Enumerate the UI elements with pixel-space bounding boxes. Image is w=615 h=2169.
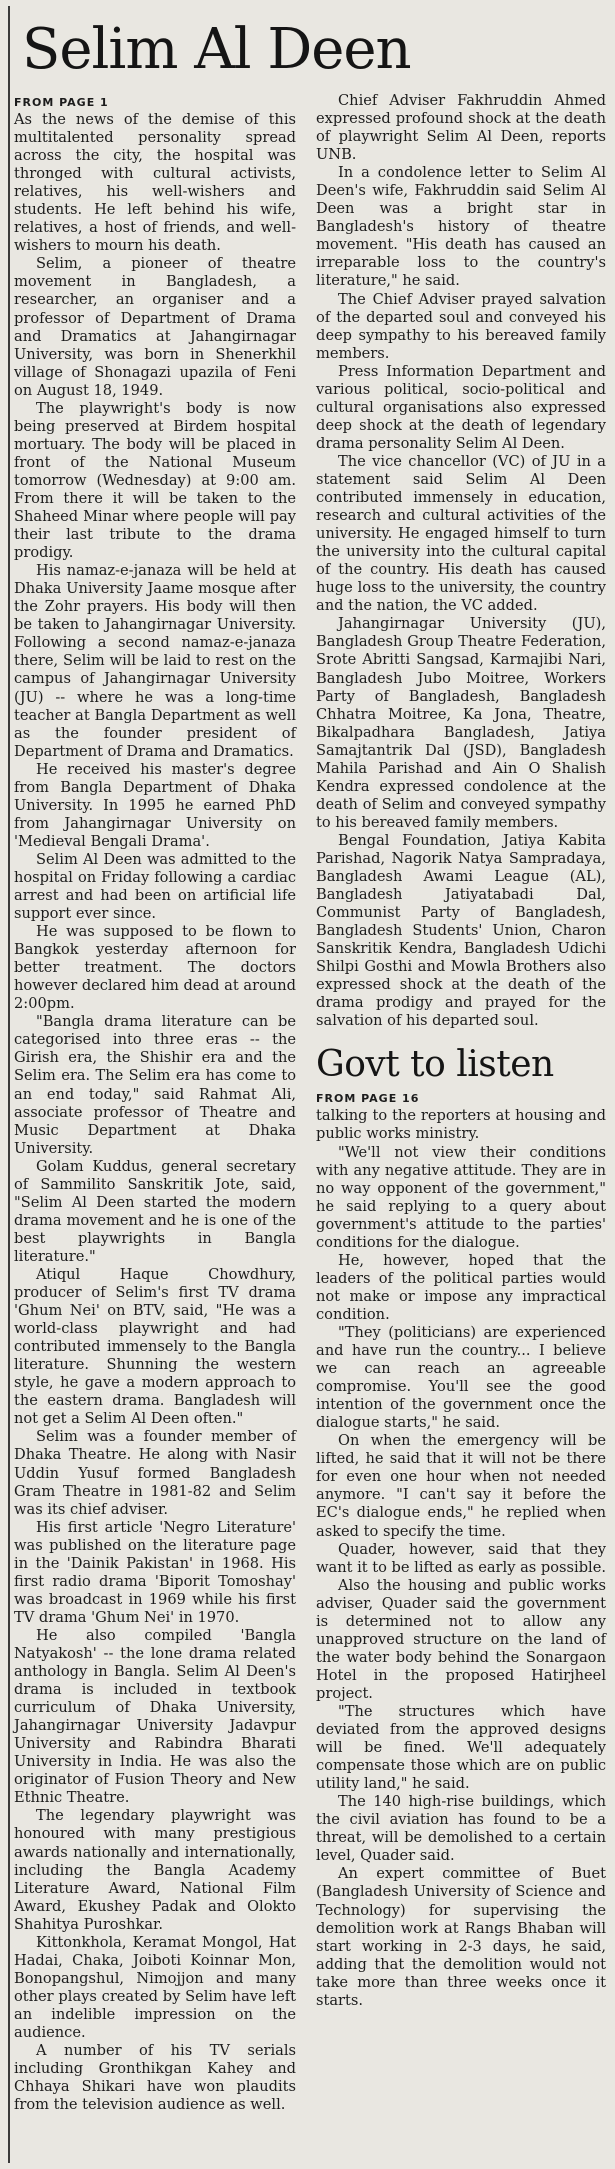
article-paragraph: The 140 high-rise buildings, which the civil aviation has found to be a threat, will be demolished to a certain level, Quader said. [316,1793,606,1865]
article-paragraph: Bengal Foundation, Jatiya Kabita Parishad, Nagorik Natya Sampradaya, Bangladesh Awami League (AL), Bangladesh Jatiyatabadi Dal, Communist Party of Bangladesh, Bangladesh Students' Union, Charon Sanskritik Kendra, Bangladesh Udichi Shilpi Gosthi and Mowla Brothers also expressed shock at the death of the drama prodigy and prayed for the salvation of his departed soul. [316,831,606,1030]
article-paragraph: Jahangirnagar University (JU), Bangladesh Group Theatre Federation, Srote Abritti Sangsad, Karmajibi Nari, Bangladesh Jubo Moitree, Workers Party of Bangladesh, Bangladesh Chhatra Moitree, Ka Jona, Theatre, Bikalpadhara Bangladesh, Jatiya Samajtantrik Dal (JSD), Bangladesh Mahila Parishad and Ain O Shalish Kendra expressed condolence at the death of Selim and conveyed sympathy to his bereaved family members. [316,615,606,831]
article-paragraph: talking to the reporters at housing and public works ministry. [316,1107,606,1143]
headline: Selim Al Deen [22,17,411,82]
article-paragraph: His namaz-e-janaza will be held at Dhaka University Jaame mosque after the Zohr prayers. His body will then be taken to Jahangirnagar University. Following a second namaz-e-janaza there, Selim will be laid to rest on the campus of Jahangirnagar University (JU) -- where he was a long-time teacher at Bangla Department as well as the founder president of Department of Drama and Dramatics. [14,562,296,760]
article-paragraph: "They (politicians) are experienced and have run the country... I believe we can reach an agreeable compromise. You'll see the good intention of the government once the dialogue starts," he said. [316,1324,606,1432]
article-paragraph: Press Information Department and various political, socio-political and cultural organisations also expressed deep shock at the death of legendary drama personality Selim Al Deen. [316,362,606,452]
article-paragraph: As the news of the demise of this multitalented personality spread across the city, the hospital was thronged with cultural activists, relatives, his well-wishers and students. He left behind his wife, relatives, a host of friends, and well-wishers to mourn his death. [14,111,296,255]
article-paragraph: The Chief Adviser prayed salvation of the departed soul and conveyed his deep sympathy to his bereaved family members. [316,290,606,362]
article-paragraph: His first article 'Negro Literature' was published on the literature page in the 'Dainik Pakistan' in 1968. His first radio drama 'Biporit Tomoshay' was broadcast in 1969 while his first TV drama 'Ghum Nei' in 1970. [14,1518,296,1626]
right-column [316,92,606,2010]
article-paragraph: Also the housing and public works adviser, Quader said the government is determined not to allow any unapproved structure on the land of the water body behind the Sonargaon Hotel in the proposed Hatirjheel project. [316,1576,606,1702]
continuation-label: FROM PAGE 16 [316,1092,420,1106]
article-paragraph: He was supposed to be flown to Bangkok yesterday afternoon for better treatment. The doctors however declared him dead at around 2:00pm. [14,923,296,1013]
article-paragraph: The vice chancellor (VC) of JU in a statement said Selim Al Deen contributed immensely in education, research and cultural activities of the university. He engaged himself to turn the university into the cultural capital of the country. His death has caused huge loss to the university, the country and the nation, the VC added. [316,452,606,615]
article-paragraph: Atiqul Haque Chowdhury, producer of Selim's first TV drama 'Ghum Nei' on BTV, said, "He was a world-class playwright and had contributed immensely to the Bangla literature. Shunning the western style, he gave a modern approach to the eastern drama. Bangladesh will not get a Selim Al Deen often." [14,1266,296,1428]
article-paragraph: He, however, hoped that the leaders of the political parties would not make or impose any impractical condition. [316,1251,606,1323]
article-paragraph: Selim Al Deen was admitted to the hospital on Friday following a cardiac arrest and had been on artificial life support ever since. [14,850,296,923]
article-paragraph: "The structures which have deviated from the approved designs will be fined. We'll adequately compensate those which are on public utility land," he said. [316,1702,606,1793]
article-paragraph: Kittonkhola, Keramat Mongol, Hat Hadai, Chaka, Joiboti Koinnar Mon, Bonopangshul, Nimojjon and many other plays created by Selim have left an indelible impression on the audience. [14,1933,296,2041]
article-paragraph: On when the emergency will be lifted, he said that it will not be there for even one hour when not needed anymore. "I can't say it before the EC's dialogue ends," he replied when asked to specify the time. [316,1432,606,1540]
continuation-label: FROM PAGE 1 [14,96,109,109]
article-paragraph: "We'll not view their conditions with any negative attitude. They are in no way opponent of the government," he said replying to a query about government's attitude to the parties' conditions for the dialogue. [316,1143,606,1251]
article-paragraph: Chief Adviser Fakhruddin Ahmed expressed profound shock at the death of playwright Selim Al Deen, reports UNB. [316,92,606,164]
article-paragraph: In a condolence letter to Selim Al Deen's wife, Fakhruddin said Selim Al Deen was a bright star in Bangladesh's history of theatre movement. "His death has caused an irreparable loss to the country's literature," he said. [316,164,606,290]
article-paragraph: Quader, however, said that they want it to be lifted as early as possible. [316,1540,606,1576]
article-paragraph: The legendary playwright was honoured with many prestigious awards nationally and internationally, including the Bangla Academy Literature Award, National Film Award, Ekushey Padak and Olokto Shahitya Puroshkar. [14,1807,296,1933]
left-column [14,96,296,2114]
article-paragraph: He received his master's degree from Bangla Department of Dhaka University. In 1995 he earned PhD from Jahangirnagar University on 'Medieval Bengali Drama'. [14,760,296,850]
article-paragraph: He also compiled 'Bangla Natyakosh' -- the lone drama related anthology in Bangla. Selim Al Deen's drama is included in textbook curriculum of Dhaka University, Jahangirnagar University Jadavpur University and Rabindra Bharati University in India. He was also the originator of Fusion Theory and New Ethnic Theatre. [14,1626,296,1807]
article-paragraph: Selim, a pioneer of theatre movement in Bangladesh, a researcher, an organiser and a professor of Department of Drama and Dramatics at Jahangirnagar University, was born in Shenerkhil village of Shonagazi upazila of Feni on August 18, 1949. [14,255,296,399]
article-paragraph: A number of his TV serials including Gronthikgan Kahey and Chhaya Shikari have won plaudits from the television audience as well. [14,2042,296,2114]
article-paragraph: Golam Kuddus, general secretary of Sammilito Sanskritik Jote, said, "Selim Al Deen started the modern drama movement and he is one of the best playwrights in Bangla literature." [14,1157,296,1265]
article-paragraph: An expert committee of Buet (Bangladesh University of Science and Technology) for supervising the demolition work at Rangs Bhaban will start working in 2-3 days, he said, adding that the demolition would not take more than three weeks once it starts. [316,1865,606,2009]
article-paragraph: Selim was a founder member of Dhaka Theatre. He along with Nasir Uddin Yusuf formed Bangladesh Gram Theatre in 1981-82 and Selim was its chief adviser. [14,1428,296,1518]
article-paragraph: The playwright's body is now being preserved at Birdem hospital mortuary. The body will be placed in front of the National Museum tomorrow (Wednesday) at 9:00 am. From there it will be taken to the Shaheed Minar where people will pay their last tribute to the drama prodigy. [14,399,296,562]
column-rule [8,6,10,2163]
second-story-headline: Govt to listen [316,1044,554,1086]
article-paragraph: "Bangla drama literature can be categorised into three eras -- the Girish era, the Shishir era and the Selim era. The Selim era has come to an end today," said Rahmat Ali, associate professor of Theatre and Music Department at Dhaka University. [14,1013,296,1157]
